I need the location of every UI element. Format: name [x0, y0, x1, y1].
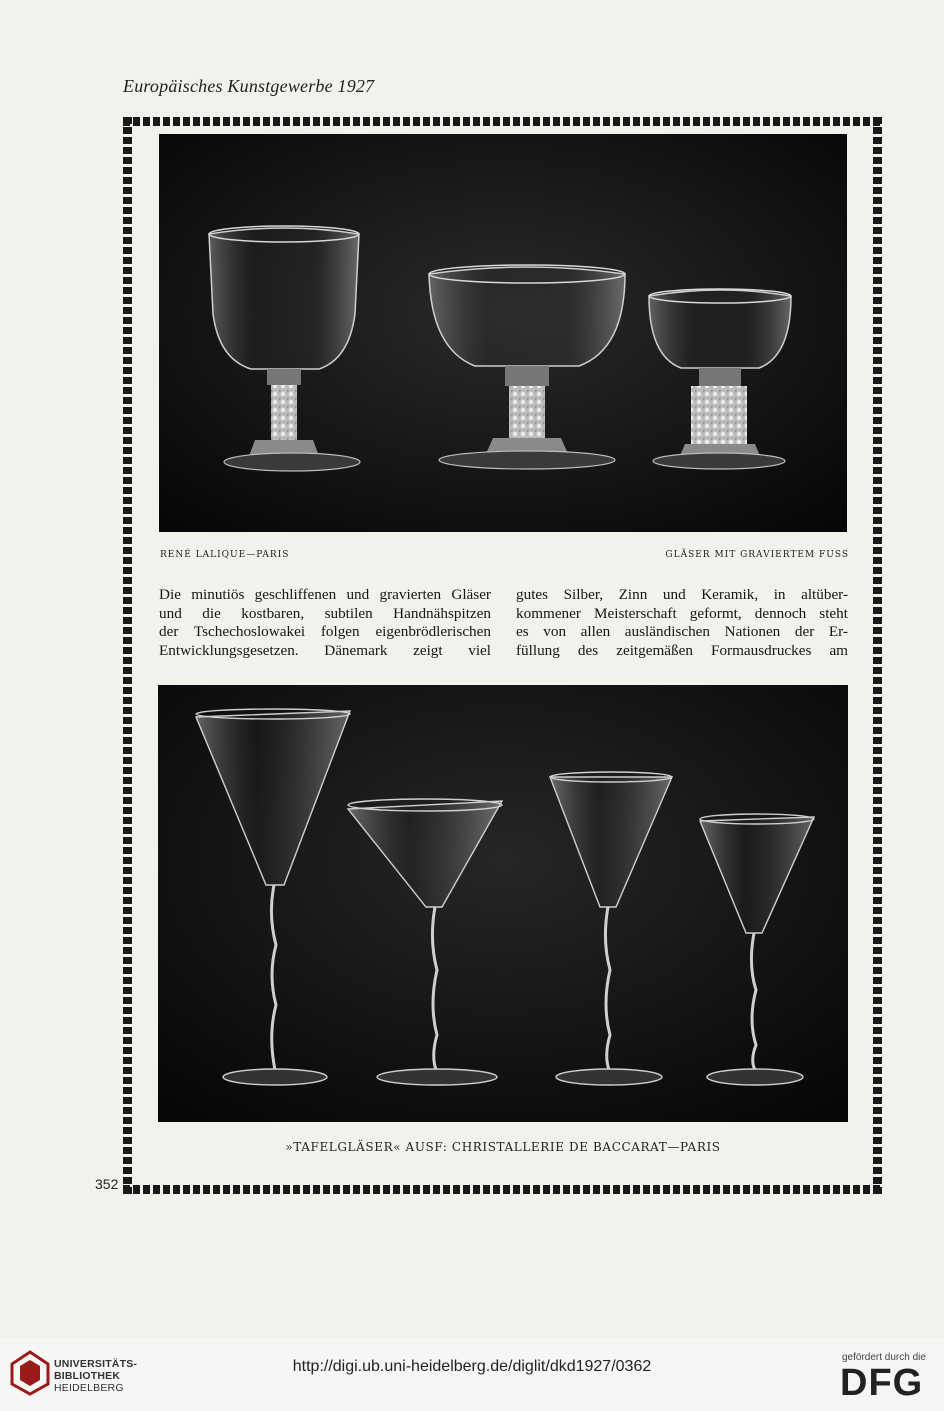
- text-line: es von allen ausländischen Nationen der Er-: [516, 623, 848, 641]
- text-line: kommener Meisterschaft geformt, dennoch steht: [516, 604, 848, 622]
- caption-photo-top-left: RENÉ LALIQUE—PARIS: [160, 550, 290, 560]
- border-right: [873, 117, 882, 1194]
- text-line: füllung des zeitgemäßen Formausdruckes am: [516, 641, 848, 659]
- text-line: Die minutiös geschliffenen und gravierten Gläser: [159, 586, 491, 603]
- border-bottom: [123, 1185, 882, 1194]
- border-top: [123, 117, 882, 126]
- library-name-line: UNIVERSITÄTS-: [54, 1358, 138, 1370]
- text-line: und die kostbaren, subtilen Handnähspitzen: [159, 604, 491, 622]
- text-line: gutes Silber, Zinn und Keramik, in altüber-: [516, 586, 848, 603]
- text-line: der Tschechoslowakei folgen eigenbrödlerischen: [159, 623, 491, 641]
- library-name-line: HEIDELBERG: [54, 1382, 124, 1394]
- funded-by-label: gefördert durch die: [842, 1352, 926, 1363]
- permalink-url[interactable]: http://digi.ub.uni-heidelberg.de/diglit/dkd1927/0362: [292, 1358, 652, 1375]
- body-text-column-1: [159, 586, 491, 660]
- lalique-glasses-illustration: [159, 134, 847, 532]
- text-line: Entwicklungsgesetzen. Dänemark zeigt viel: [159, 641, 491, 659]
- running-head: Europäisches Kunstgewerbe 1927: [123, 76, 375, 96]
- dfg-logo: DFG: [840, 1362, 924, 1404]
- photo-baccarat-glasses: [158, 685, 848, 1122]
- caption-photo-top-right: GLÄSER MIT GRAVIERTEM FUSS: [665, 550, 849, 560]
- baccarat-glasses-illustration: [158, 685, 848, 1122]
- library-name-line: BIBLIOTHEK: [54, 1370, 121, 1382]
- body-text-column-2: [516, 586, 848, 660]
- border-left: [123, 117, 132, 1194]
- page-number: 352: [95, 1176, 119, 1192]
- caption-photo-bottom: »TAFELGLÄSER« AUSF: CHRISTALLERIE DE BACCARAT—PARIS: [285, 1140, 721, 1154]
- photo-lalique-glasses: [159, 134, 847, 532]
